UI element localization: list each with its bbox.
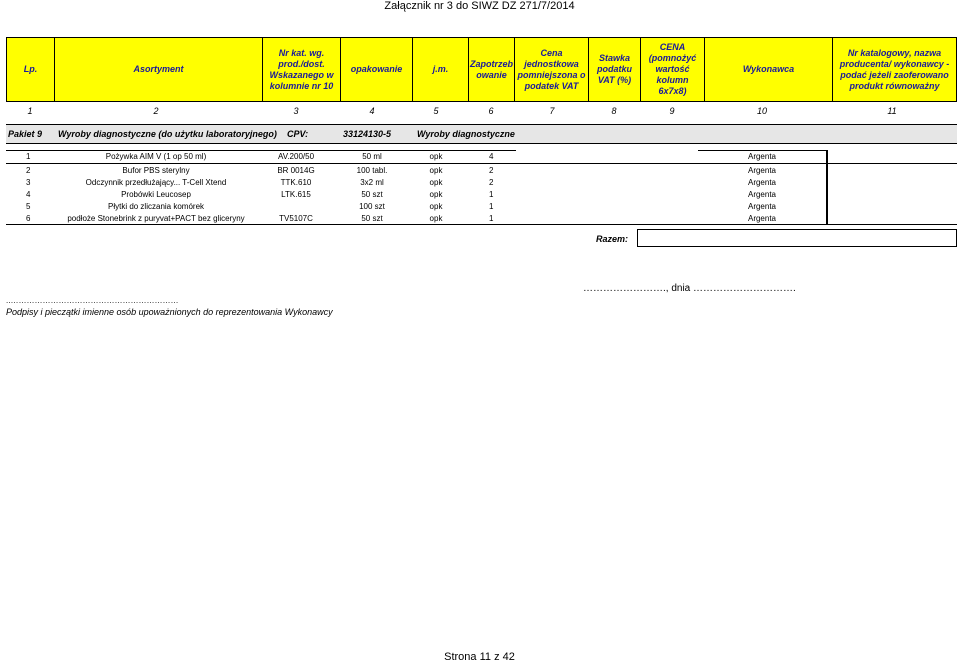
cell-nr-kat: TTK.610 [280,178,312,187]
cell-asortyment: Pożywka AIM V (1 op 50 ml) [105,152,207,161]
cell-lp: 2 [26,166,31,175]
header-asortyment: Asortyment [55,38,263,101]
signature-dots: ..……………………………………………………… [6,296,179,305]
signature-label: Podpisy i pieczątki imienne osób upoważnionych do reprezentowania Wykonawcy [6,307,333,317]
column-number: 11 [887,106,897,116]
header-cena-jednostkowa: Cena jednostkowa pomniejszona o podatek VAT [515,38,589,101]
cell-asortyment: Odczynnik przedłużający... T-Cell Xtend [85,178,227,187]
date-place-line: ……………………., dnia …………………………. [583,283,796,294]
cell-asortyment: Probówki Leucosep [121,190,191,199]
header-zapotrzebowanie: Zapotrzeb owanie [469,38,515,101]
column-number: 9 [669,106,675,116]
page-number: Strona 11 z 42 [444,651,515,663]
column-number: 5 [433,106,439,116]
cell-wykonawca: Argenta [747,202,777,211]
cell-opakowanie: 50 szt [361,190,383,199]
header-stawka-vat: Stawka podatku VAT (%) [589,38,641,101]
cell-jm: opk [429,166,443,175]
cell-zapotrzebowanie: 1 [489,190,494,199]
table-header [6,37,957,102]
header-opakowanie: opakowanie [341,38,413,101]
package-band [6,124,957,144]
cell-zapotrzebowanie: 2 [489,166,494,175]
cell-jm: opk [429,178,443,187]
header-wykonawca: Wykonawca [705,38,833,101]
table-row [6,177,957,189]
cell-lp: 5 [26,202,31,211]
document-title: Załącznik nr 3 do SIWZ DZ 271/7/2014 [384,0,575,12]
column-number: 1 [27,106,33,116]
cell-jm: opk [429,214,443,223]
table-row [6,151,957,163]
table-row [6,189,957,201]
column-divider [826,150,828,224]
column-number: 8 [611,106,617,116]
razem-label: Razem: [596,234,629,244]
header-cena: CENA (pomnożyć wartość kolumn 6x7x8) [641,38,705,101]
cell-zapotrzebowanie: 4 [489,152,494,161]
cell-wykonawca: Argenta [747,152,777,161]
column-number: 4 [369,106,375,116]
cpv-label: CPV: [287,129,309,139]
cell-jm: opk [429,190,443,199]
cell-nr-kat: AV.200/50 [277,152,315,161]
table-row [6,165,957,177]
column-number: 10 [756,106,768,116]
cell-wykonawca: Argenta [747,178,777,187]
row-divider [6,163,957,164]
column-number: 6 [488,106,494,116]
cell-asortyment: Bufor PBS sterylny [122,166,190,175]
cell-asortyment: podłoże Stonebrink z puryvat+PACT bez gliceryny [67,214,245,223]
cell-lp: 1 [26,152,31,161]
cell-nr-kat: TV5107C [279,214,313,223]
cell-nr-kat: LTK.615 [281,190,311,199]
cell-opakowanie: 100 szt [359,202,385,211]
package-description: Wyroby diagnostyczne (do użytku laboratoryjnego) [58,129,277,139]
cell-nr-kat: BR 0014G [277,166,315,175]
cell-lp: 3 [26,178,31,187]
cell-wykonawca: Argenta [747,190,777,199]
cell-zapotrzebowanie: 1 [489,214,494,223]
cell-zapotrzebowanie: 1 [489,202,494,211]
row-divider [6,150,516,151]
cell-opakowanie: 50 ml [362,152,382,161]
column-numbers-row [6,106,957,119]
cell-zapotrzebowanie: 2 [489,178,494,187]
cell-lp: 6 [26,214,31,223]
cell-opakowanie: 3x2 ml [360,178,384,187]
column-number: 2 [153,106,159,116]
cell-opakowanie: 50 szt [361,214,383,223]
cell-lp: 4 [26,190,31,199]
header-jm: j.m. [413,38,469,101]
column-number: 3 [293,106,299,116]
cell-jm: opk [429,202,443,211]
package-name: Pakiet 9 [8,129,43,139]
header-nr-katalogowy: Nr katalogowy, nazwa producenta/ wykonawcy - podać jeżeli zaoferowano produkt równoważny [839,47,950,91]
cell-opakowanie: 100 tabl. [356,166,388,175]
cpv-description: Wyroby diagnostyczne [417,129,515,139]
cell-asortyment: Płytki do zliczania komórek [107,202,205,211]
column-number: 7 [549,106,555,116]
table-row [6,201,957,213]
row-divider [698,150,828,151]
cell-wykonawca: Argenta [747,166,777,175]
razem-total-box [637,229,957,247]
cell-jm: opk [429,152,443,161]
cpv-code: 33124130-5 [343,129,392,139]
cell-wykonawca: Argenta [747,214,777,223]
header-lp: Lp. [7,38,55,101]
table-bottom-border [6,224,957,225]
header-nr-kat: Nr kat. wg. prod./dost. Wskazanego w kolumnie nr 10 [263,38,341,101]
